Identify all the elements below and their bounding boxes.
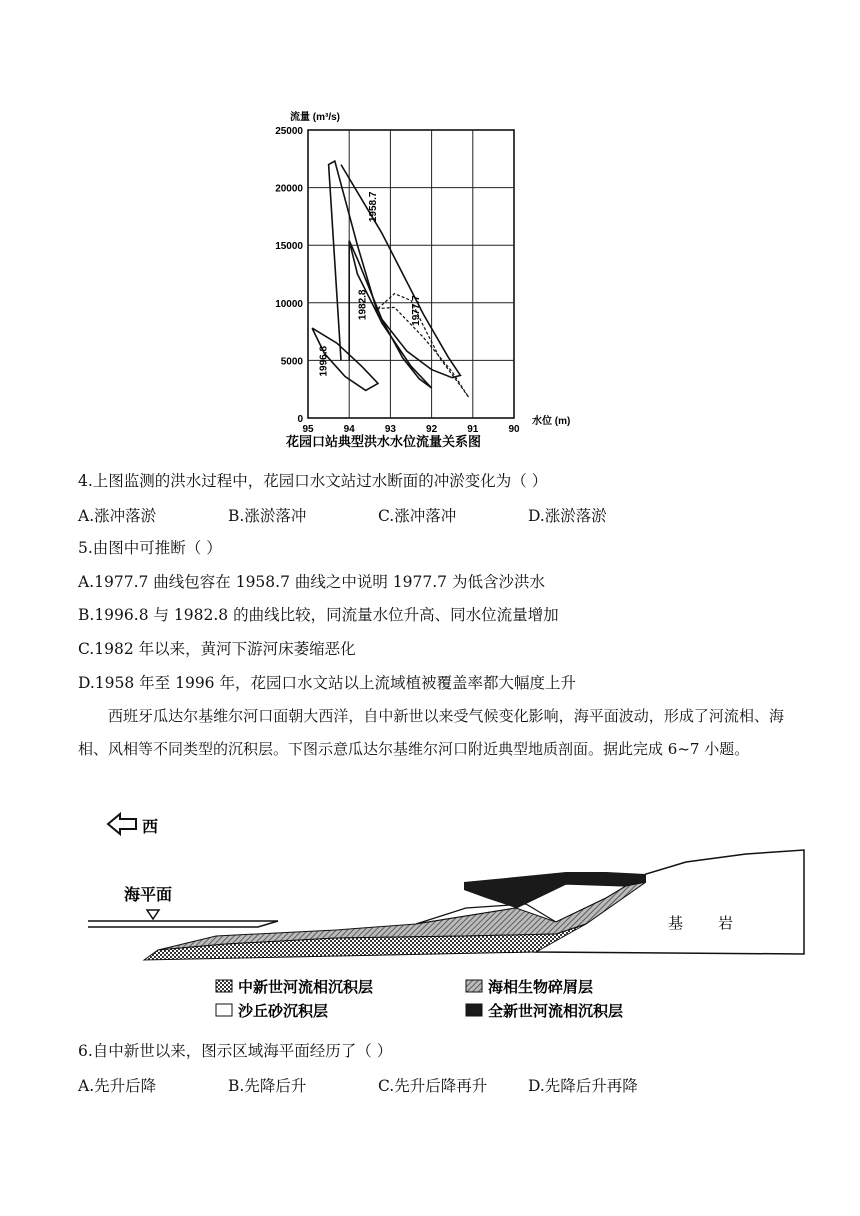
q5-option-a[interactable]: A.1977.7 曲线包容在 1958.7 曲线之中说明 1977.7 为低含沙洪水 [78,573,545,591]
question-4: 4.上图监测的洪水过程中，花园口水文站过水断面的冲淤变化为（ ） [78,472,548,490]
y-tick-label: 25000 [275,126,303,137]
legend-label-miocene: 中新世河流相沉积层 [238,978,374,996]
y-tick-label: 10000 [275,298,303,310]
q5-option-b[interactable]: B.1996.8 与 1982.8 的曲线比较，同流量水位升高、同水位流量增加 [78,606,559,624]
x-tick-label: 95 [302,424,314,435]
y-tick-label: 0 [297,414,303,425]
legend-label-holocene: 全新世河流相沉积层 [488,1002,624,1020]
stage-discharge-chart [262,108,592,458]
x-tick-label: 90 [508,424,520,435]
legend-label-dune: 沙丘砂沉积层 [238,1002,329,1020]
x-tick-label: 91 [467,424,479,435]
direction-label: 西 [142,817,159,836]
y-tick-label: 5000 [280,356,303,368]
legend [216,978,623,1020]
q5-option-c[interactable]: C.1982 年以来，黄河下游河床萎缩恶化 [78,640,356,658]
q6-option-b[interactable]: B.先降后升 [228,1077,307,1095]
passage-text: 西班牙瓜达尔基维尔河口面朝大西洋，自中新世以来受气候变化影响，海平面波动，形成了河流相、海相、风相等不同类型的沉积层。下图示意瓜达尔基维尔河口附近典型地质剖面。据此完成 6~7 小题。 [78,707,784,758]
question-6: 6.自中新世以来，图示区域海平面经历了（ ） [78,1042,393,1060]
q6-option-c[interactable]: C.先升后降再升 [378,1077,488,1095]
y-tick-label: 20000 [275,183,303,195]
plot-frame [308,130,514,418]
series-label-1982-8: 1982.8 [357,289,369,321]
q5-option-d[interactable]: D.1958 年至 1996 年，花园口水文站以上流域植被覆盖率都大幅度上升 [78,674,576,692]
question-5: 5.由图中可推断（ ） [78,539,222,557]
x-axis-label: 水位 (m) [532,416,571,427]
legend-swatch-holocene [466,1004,482,1016]
west-arrow-icon [108,814,136,834]
legend-swatch-dune [216,1004,232,1016]
question-4-options [0,504,860,528]
legend-swatch-miocene [216,980,232,992]
y-axis-label: 流量 (m³/s) [290,112,340,123]
series-label-1977-7: 1977.7 [411,295,423,326]
series-label-1996-8: 1996.8 [318,345,330,377]
bedrock-label-2: 岩 [718,914,734,932]
q6-option-d[interactable]: D.先降后升再降 [528,1077,638,1095]
x-tick-label: 94 [343,424,355,435]
x-tick-label: 92 [426,424,438,435]
q4-option-b[interactable]: B.涨淤落冲 [228,507,307,525]
x-tick-label: 93 [384,424,396,435]
legend-label-marine: 海相生物碎屑层 [488,978,594,996]
chart-title: 花园口站典型洪水水位流量关系图 [286,435,482,450]
passage [78,700,784,766]
sea-level-marker-icon [147,910,159,919]
series-line-1958-7 [329,161,461,378]
question-6-options [0,1074,860,1098]
geologic-profile [86,812,806,1032]
series-label-1958-7: 1958.7 [367,191,379,223]
y-tick-label: 15000 [275,241,303,253]
q4-option-c[interactable]: C.涨冲落冲 [378,507,457,525]
sea-level-label: 海平面 [124,885,173,904]
bedrock-label-1: 基 [668,914,684,932]
q4-option-d[interactable]: D.涨淤落淤 [528,507,607,525]
legend-swatch-marine [466,980,482,992]
q6-option-a[interactable]: A.先升后降 [78,1077,157,1095]
q4-option-a[interactable]: A.涨冲落淤 [78,507,157,525]
